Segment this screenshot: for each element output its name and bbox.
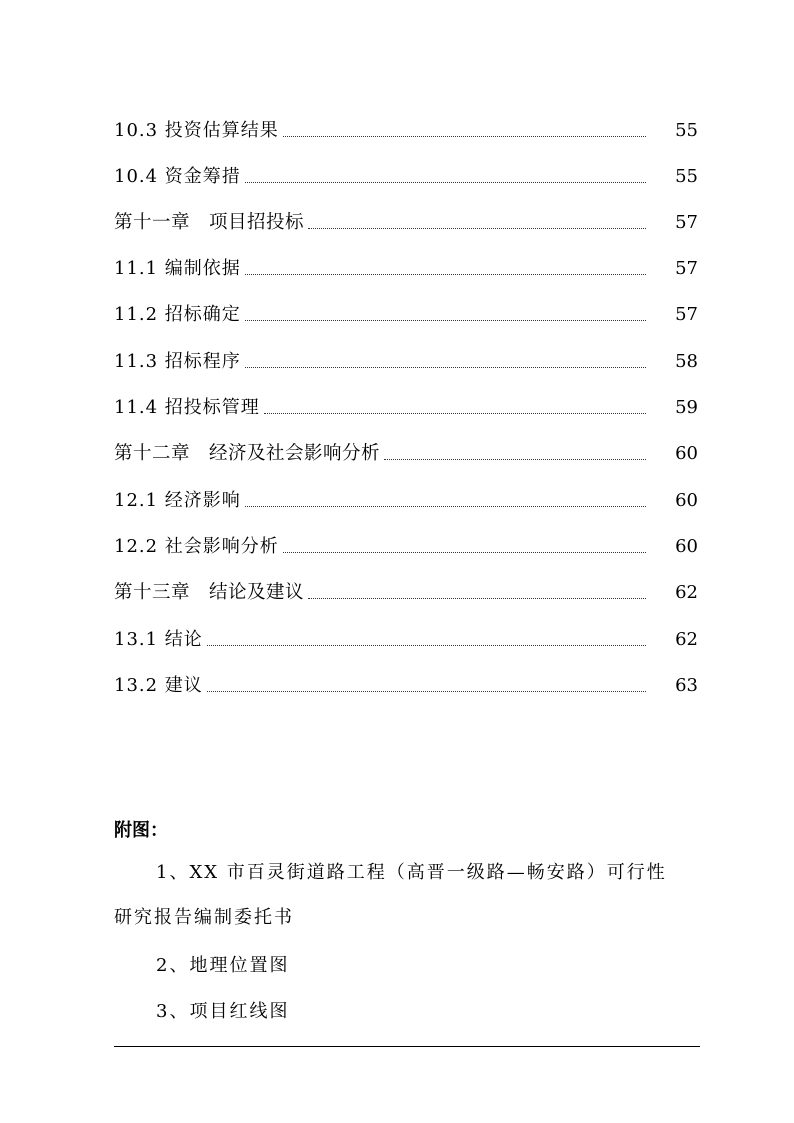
toc-entry-label: 12.1 经济影响 — [114, 490, 241, 511]
dot-leader — [207, 645, 646, 646]
toc-entry[interactable] — [114, 112, 698, 142]
toc-entry[interactable] — [114, 482, 698, 512]
toc-entry[interactable] — [114, 343, 698, 373]
toc-chapter-entry[interactable] — [114, 574, 698, 604]
toc-entry-page: 59 — [675, 397, 698, 418]
appendix-item: 2、地理位置图 — [156, 955, 290, 976]
toc-entry-page: 60 — [675, 443, 698, 464]
dot-leader — [207, 691, 646, 692]
toc-chapter-entry[interactable] — [114, 435, 698, 465]
dot-leader — [245, 182, 646, 183]
toc-entry-page: 55 — [675, 166, 698, 187]
toc-entry[interactable] — [114, 528, 698, 558]
toc-entry[interactable] — [114, 158, 698, 188]
dot-leader — [308, 598, 646, 599]
toc-entry-page: 57 — [675, 304, 698, 325]
toc-entry-label: 10.3 投资估算结果 — [114, 120, 279, 141]
toc-entry-label: 11.2 招标确定 — [114, 304, 241, 325]
toc-entry-label: 13.2 建议 — [114, 675, 203, 696]
toc-entry[interactable] — [114, 250, 698, 280]
appendix-item: 1、XX 市百灵街道路工程（高晋一级路—畅安路）可行性 — [156, 862, 667, 883]
dot-leader — [245, 506, 646, 507]
toc-entry-label: 11.1 编制依据 — [114, 258, 241, 279]
dot-leader — [283, 552, 646, 553]
toc-entry-label: 13.1 结论 — [114, 629, 203, 650]
dot-leader — [308, 228, 646, 229]
toc-entry-label: 10.4 资金筹措 — [114, 166, 241, 187]
toc-entry-page: 57 — [675, 258, 698, 279]
toc-entry-page: 60 — [675, 490, 698, 511]
toc-entry[interactable] — [114, 667, 698, 697]
footer-divider — [114, 1046, 700, 1047]
toc-entry-page: 63 — [675, 675, 698, 696]
toc-entry[interactable] — [114, 621, 698, 651]
appendix-heading: 附图： — [114, 820, 168, 841]
toc-entry-label: 11.3 招标程序 — [114, 351, 241, 372]
toc-entry-page: 60 — [675, 536, 698, 557]
toc-entry-label: 第十二章 经济及社会影响分析 — [114, 443, 381, 464]
toc-entry-page: 57 — [675, 212, 698, 233]
toc-entry[interactable] — [114, 389, 698, 419]
toc-entry-label: 12.2 社会影响分析 — [114, 536, 279, 557]
dot-leader — [264, 413, 646, 414]
toc-entry-page: 55 — [675, 120, 698, 141]
appendix-item-continuation: 研究报告编制委托书 — [114, 907, 294, 928]
toc-entry-page: 58 — [675, 351, 698, 372]
toc-entry-label: 第十一章 项目招投标 — [114, 212, 305, 233]
dot-leader — [245, 274, 646, 275]
toc-entry[interactable] — [114, 296, 698, 326]
dot-leader — [245, 320, 646, 321]
toc-entry-label: 第十三章 结论及建议 — [114, 582, 305, 603]
dot-leader — [245, 367, 646, 368]
appendix-item: 3、项目红线图 — [156, 1001, 290, 1022]
toc-entry-page: 62 — [675, 629, 698, 650]
toc-entry-label: 11.4 招投标管理 — [114, 397, 260, 418]
toc-chapter-entry[interactable] — [114, 204, 698, 234]
dot-leader — [283, 136, 646, 137]
toc-entry-page: 62 — [675, 582, 698, 603]
dot-leader — [384, 459, 646, 460]
